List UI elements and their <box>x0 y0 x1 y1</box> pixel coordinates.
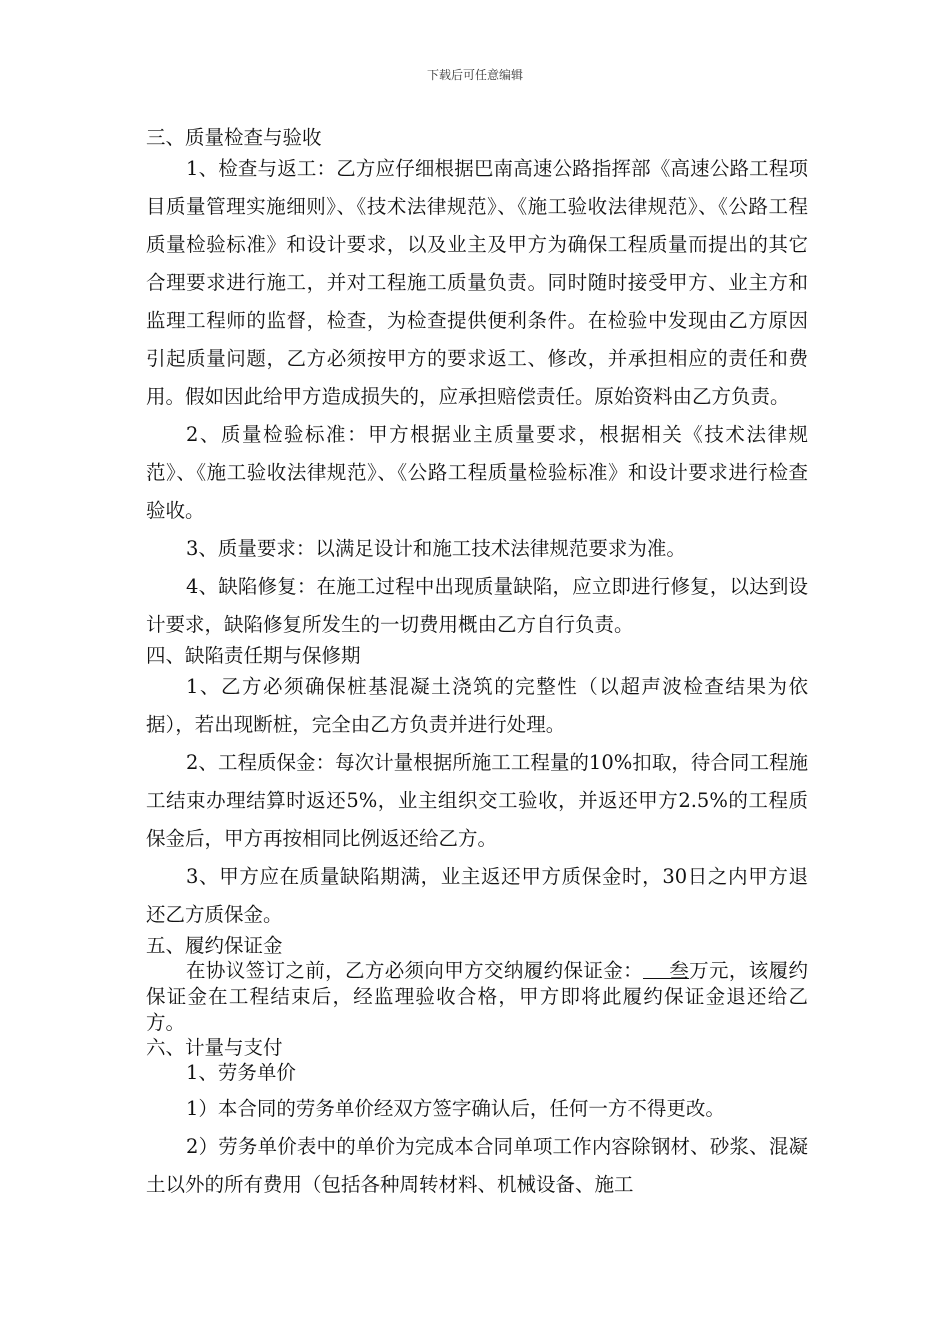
section-heading: 六、计量与支付 <box>146 1036 283 1059</box>
paragraph <box>146 958 808 1036</box>
section-heading: 三、质量检查与验收 <box>146 126 322 149</box>
paragraph: 3、甲方应在质量缺陷期满，业主返还甲方质保金时，30日之内甲方退还乙方质保金。 <box>146 865 808 926</box>
paragraph: 2、质量检验标准：甲方根据业主质量要求，根据相关《技术法律规范》、《施工验收法律规范》、《公路工程质量检验标准》和设计要求进行检查验收。 <box>146 423 808 522</box>
section-heading: 五、履约保证金 <box>146 934 283 957</box>
paragraph: 4、缺陷修复：在施工过程中出现质量缺陷，应立即进行修复，以达到设计要求，缺陷修复所发生的一切费用概由乙方自行负责。 <box>146 575 808 636</box>
paragraph: 1、检查与返工：乙方应仔细根据巴南高速公路指挥部《高速公路工程项目质量管理实施细则》、《技术法律规范》、《施工验收法律规范》、《公路工程质量检验标准》和设计要求，以及业主及甲方为确保工程质量而提出的其它合理要求进行施工，并对工程施工质量负责。同时随时接受甲方、业主方和监理工程师的监督，检查，为检查提供便利条件。在检验中发现由乙方原因引起质量问题，乙方必须按甲方的要求返工、修改，并承担相应的责任和费用。假如因此给甲方造成损失的，应承担赔偿责任。原始资料由乙方负责。 <box>146 157 808 408</box>
paragraph: 2）劳务单价表中的单价为完成本合同单项工作内容除钢材、砂浆、混凝土以外的所有费用（包括各种周转材料、机械设备、施工 <box>146 1135 808 1196</box>
paragraph: 2、工程质保金：每次计量根据所施工工程量的10%扣取，待合同工程施工结束办理结算时返还5%，业主组织交工验收，并返还甲方2.5%的工程质保金后，甲方再按相同比例返还给乙方。 <box>146 751 808 850</box>
underlined-amount: 叁 <box>642 959 690 982</box>
sub-heading: 1、劳务单价 <box>186 1061 296 1084</box>
paragraph: 1）本合同的劳务单价经双方签字确认后，任何一方不得更改。 <box>186 1097 725 1120</box>
text-run: 万元，该履约保证金在工程结束后，经监理验收合格，甲方即将此履约保证金退还给乙方。 <box>146 959 808 1034</box>
section-heading: 四、缺陷责任期与保修期 <box>146 644 361 667</box>
paragraph: 1、乙方必须确保桩基混凝土浇筑的完整性（以超声波检查结果为依据），若出现断桩，完全由乙方负责并进行处理。 <box>146 675 808 736</box>
text-run: 在协议签订之前，乙方必须向甲方交纳履约保证金： <box>186 959 643 982</box>
page-header: 下载后可任意编辑 <box>426 68 523 82</box>
document-body <box>146 126 808 1204</box>
paragraph: 3、质量要求：以满足设计和施工技术法律规范要求为准。 <box>186 537 686 560</box>
